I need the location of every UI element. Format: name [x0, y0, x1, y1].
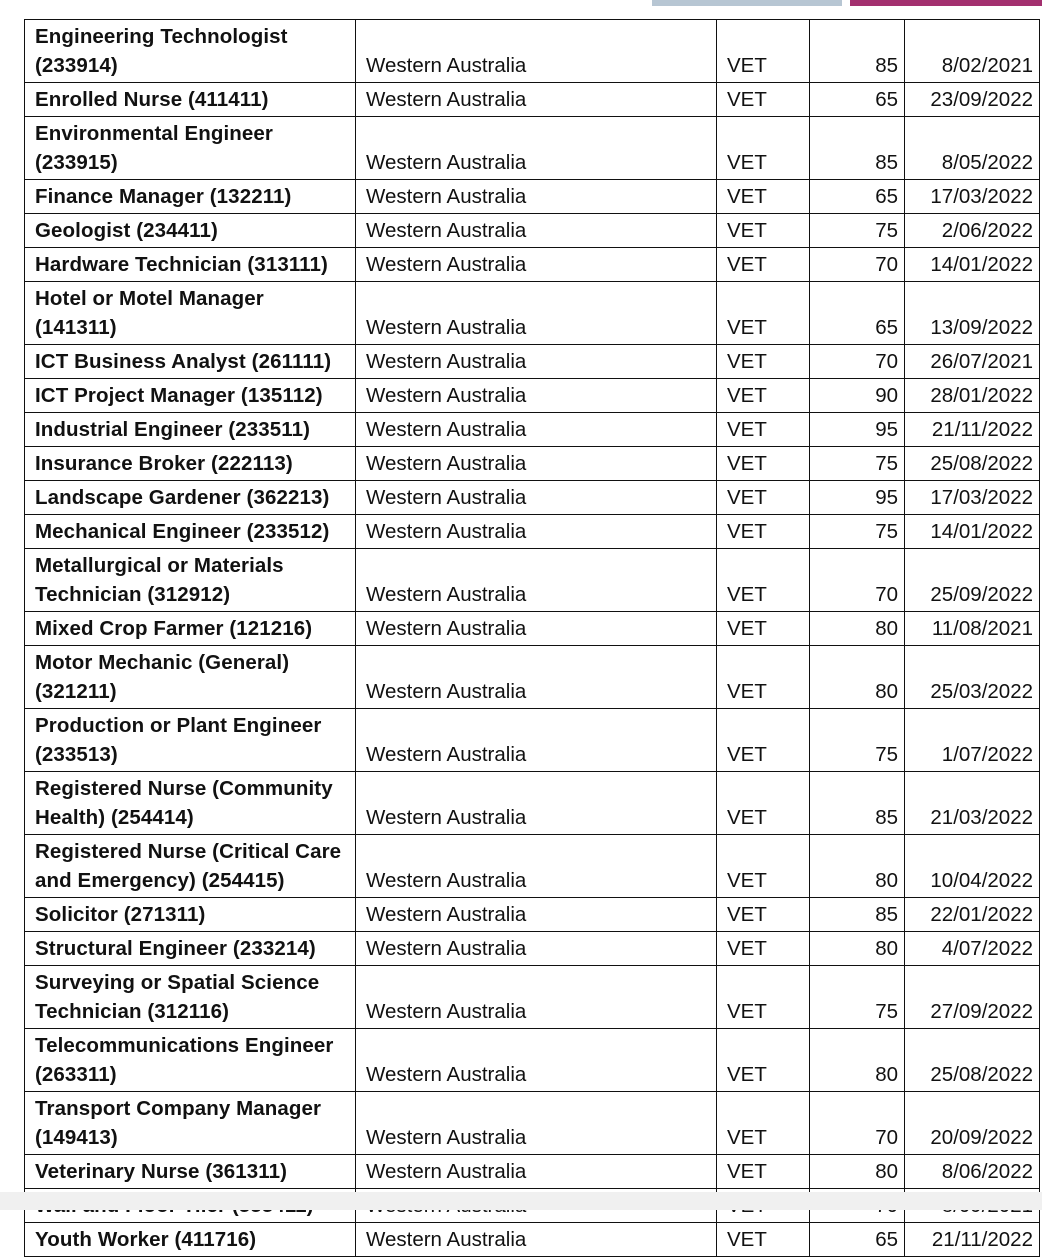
date-cell: 27/09/2022 [905, 966, 1040, 1029]
occupation-cell: Transport Company Manager (149413) [25, 1092, 356, 1155]
date-cell: 21/11/2022 [905, 1223, 1040, 1257]
visa-type-cell: VET [717, 447, 810, 481]
date-cell: 25/09/2022 [905, 549, 1040, 612]
table-row [25, 709, 1040, 772]
state-cell: Western Australia [356, 20, 717, 83]
score-cell: 75 [810, 515, 905, 549]
table-row [25, 117, 1040, 180]
date-cell: 8/02/2021 [905, 20, 1040, 83]
date-cell: 28/01/2022 [905, 379, 1040, 413]
score-cell: 70 [810, 1092, 905, 1155]
state-cell: Western Australia [356, 345, 717, 379]
table-row [25, 83, 1040, 117]
occupation-cell: ICT Business Analyst (261111) [25, 345, 356, 379]
state-cell: Western Australia [356, 772, 717, 835]
visa-type-cell: VET [717, 413, 810, 447]
page-bottom-edge [0, 1192, 1042, 1210]
date-cell: 21/03/2022 [905, 772, 1040, 835]
table-row [25, 1029, 1040, 1092]
table-row [25, 646, 1040, 709]
table-row [25, 180, 1040, 214]
visa-type-cell: VET [717, 835, 810, 898]
score-cell: 80 [810, 646, 905, 709]
state-cell: Western Australia [356, 1223, 717, 1257]
occupation-cell: Industrial Engineer (233511) [25, 413, 356, 447]
score-cell: 80 [810, 612, 905, 646]
visa-type-cell: VET [717, 612, 810, 646]
score-cell: 80 [810, 1029, 905, 1092]
visa-type-cell: VET [717, 379, 810, 413]
occupation-cell: Insurance Broker (222113) [25, 447, 356, 481]
table-row [25, 20, 1040, 83]
occupation-cell: Environmental Engineer (233915) [25, 117, 356, 180]
state-cell: Western Australia [356, 612, 717, 646]
table-row [25, 515, 1040, 549]
score-cell: 85 [810, 20, 905, 83]
date-cell: 22/01/2022 [905, 898, 1040, 932]
state-cell: Western Australia [356, 180, 717, 214]
occupation-cell: ICT Project Manager (135112) [25, 379, 356, 413]
occupation-cell: Mixed Crop Farmer (121216) [25, 612, 356, 646]
occupation-cell: Registered Nurse (Community Health) (254414) [25, 772, 356, 835]
table-row [25, 345, 1040, 379]
state-cell: Western Australia [356, 1092, 717, 1155]
state-cell: Western Australia [356, 447, 717, 481]
header-accent-bar-dark [850, 0, 1042, 6]
table-row [25, 413, 1040, 447]
score-cell: 80 [810, 932, 905, 966]
table-row [25, 966, 1040, 1029]
date-cell: 26/07/2021 [905, 345, 1040, 379]
visa-type-cell: VET [717, 966, 810, 1029]
occupation-cell: Structural Engineer (233214) [25, 932, 356, 966]
date-cell: 17/03/2022 [905, 481, 1040, 515]
state-cell: Western Australia [356, 898, 717, 932]
table-row [25, 549, 1040, 612]
table-row [25, 248, 1040, 282]
table-row [25, 1092, 1040, 1155]
state-cell: Western Australia [356, 117, 717, 180]
visa-type-cell: VET [717, 1092, 810, 1155]
score-cell: 80 [810, 1155, 905, 1189]
state-cell: Western Australia [356, 932, 717, 966]
date-cell: 4/07/2022 [905, 932, 1040, 966]
state-cell: Western Australia [356, 709, 717, 772]
state-cell: Western Australia [356, 83, 717, 117]
occupation-cell: Engineering Technologist (233914) [25, 20, 356, 83]
occupation-cell: Geologist (234411) [25, 214, 356, 248]
visa-type-cell: VET [717, 515, 810, 549]
state-cell: Western Australia [356, 515, 717, 549]
score-cell: 75 [810, 966, 905, 1029]
table-row [25, 772, 1040, 835]
date-cell: 1/07/2022 [905, 709, 1040, 772]
score-cell: 95 [810, 413, 905, 447]
state-cell: Western Australia [356, 549, 717, 612]
date-cell: 23/09/2022 [905, 83, 1040, 117]
occupation-cell: Mechanical Engineer (233512) [25, 515, 356, 549]
occupation-cell: Youth Worker (411716) [25, 1223, 356, 1257]
occupation-cell: Metallurgical or Materials Technician (312912) [25, 549, 356, 612]
visa-type-cell: VET [717, 1223, 810, 1257]
score-cell: 85 [810, 117, 905, 180]
score-cell: 65 [810, 282, 905, 345]
occupation-table-body [25, 20, 1040, 1257]
date-cell: 25/08/2022 [905, 1029, 1040, 1092]
score-cell: 65 [810, 1223, 905, 1257]
score-cell: 65 [810, 83, 905, 117]
visa-type-cell: VET [717, 709, 810, 772]
table-row [25, 379, 1040, 413]
occupation-cell: Solicitor (271311) [25, 898, 356, 932]
date-cell: 17/03/2022 [905, 180, 1040, 214]
date-cell: 21/11/2022 [905, 413, 1040, 447]
table-row [25, 481, 1040, 515]
visa-type-cell: VET [717, 1029, 810, 1092]
state-cell: Western Australia [356, 835, 717, 898]
table-row [25, 1223, 1040, 1257]
score-cell: 70 [810, 248, 905, 282]
state-cell: Western Australia [356, 214, 717, 248]
occupation-table [24, 19, 1040, 1257]
state-cell: Western Australia [356, 413, 717, 447]
score-cell: 80 [810, 835, 905, 898]
occupation-cell: Surveying or Spatial Science Technician (312116) [25, 966, 356, 1029]
visa-type-cell: VET [717, 282, 810, 345]
state-cell: Western Australia [356, 248, 717, 282]
date-cell: 2/06/2022 [905, 214, 1040, 248]
state-cell: Western Australia [356, 966, 717, 1029]
state-cell: Western Australia [356, 282, 717, 345]
visa-type-cell: VET [717, 932, 810, 966]
date-cell: 25/03/2022 [905, 646, 1040, 709]
visa-type-cell: VET [717, 248, 810, 282]
visa-type-cell: VET [717, 83, 810, 117]
occupation-cell: Veterinary Nurse (361311) [25, 1155, 356, 1189]
visa-type-cell: VET [717, 117, 810, 180]
score-cell: 75 [810, 447, 905, 481]
score-cell: 90 [810, 379, 905, 413]
score-cell: 85 [810, 898, 905, 932]
date-cell: 20/09/2022 [905, 1092, 1040, 1155]
visa-type-cell: VET [717, 20, 810, 83]
score-cell: 85 [810, 772, 905, 835]
state-cell: Western Australia [356, 1155, 717, 1189]
occupation-cell: Registered Nurse (Critical Care and Emergency) (254415) [25, 835, 356, 898]
visa-type-cell: VET [717, 549, 810, 612]
score-cell: 75 [810, 214, 905, 248]
visa-type-cell: VET [717, 772, 810, 835]
visa-type-cell: VET [717, 345, 810, 379]
score-cell: 70 [810, 549, 905, 612]
date-cell: 8/05/2022 [905, 117, 1040, 180]
occupation-cell: Production or Plant Engineer (233513) [25, 709, 356, 772]
state-cell: Western Australia [356, 1029, 717, 1092]
state-cell: Western Australia [356, 379, 717, 413]
date-cell: 14/01/2022 [905, 515, 1040, 549]
date-cell: 14/01/2022 [905, 248, 1040, 282]
visa-type-cell: VET [717, 481, 810, 515]
score-cell: 70 [810, 345, 905, 379]
table-row [25, 214, 1040, 248]
occupation-cell: Telecommunications Engineer (263311) [25, 1029, 356, 1092]
visa-type-cell: VET [717, 214, 810, 248]
table-row [25, 1155, 1040, 1189]
state-cell: Western Australia [356, 646, 717, 709]
visa-type-cell: VET [717, 646, 810, 709]
state-cell: Western Australia [356, 481, 717, 515]
date-cell: 8/06/2022 [905, 1155, 1040, 1189]
date-cell: 25/08/2022 [905, 447, 1040, 481]
date-cell: 11/08/2021 [905, 612, 1040, 646]
table-row [25, 835, 1040, 898]
header-accent-bar-light [652, 0, 842, 6]
date-cell: 10/04/2022 [905, 835, 1040, 898]
score-cell: 75 [810, 709, 905, 772]
table-row [25, 282, 1040, 345]
visa-type-cell: VET [717, 898, 810, 932]
table-row [25, 932, 1040, 966]
occupation-cell: Hotel or Motel Manager (141311) [25, 282, 356, 345]
score-cell: 95 [810, 481, 905, 515]
occupation-cell: Hardware Technician (313111) [25, 248, 356, 282]
visa-type-cell: VET [717, 1155, 810, 1189]
occupation-cell: Finance Manager (132211) [25, 180, 356, 214]
table-row [25, 612, 1040, 646]
score-cell: 65 [810, 180, 905, 214]
visa-type-cell: VET [717, 180, 810, 214]
table-row [25, 447, 1040, 481]
occupation-cell: Landscape Gardener (362213) [25, 481, 356, 515]
table-row [25, 898, 1040, 932]
occupation-cell: Motor Mechanic (General) (321211) [25, 646, 356, 709]
occupation-cell: Enrolled Nurse (411411) [25, 83, 356, 117]
date-cell: 13/09/2022 [905, 282, 1040, 345]
